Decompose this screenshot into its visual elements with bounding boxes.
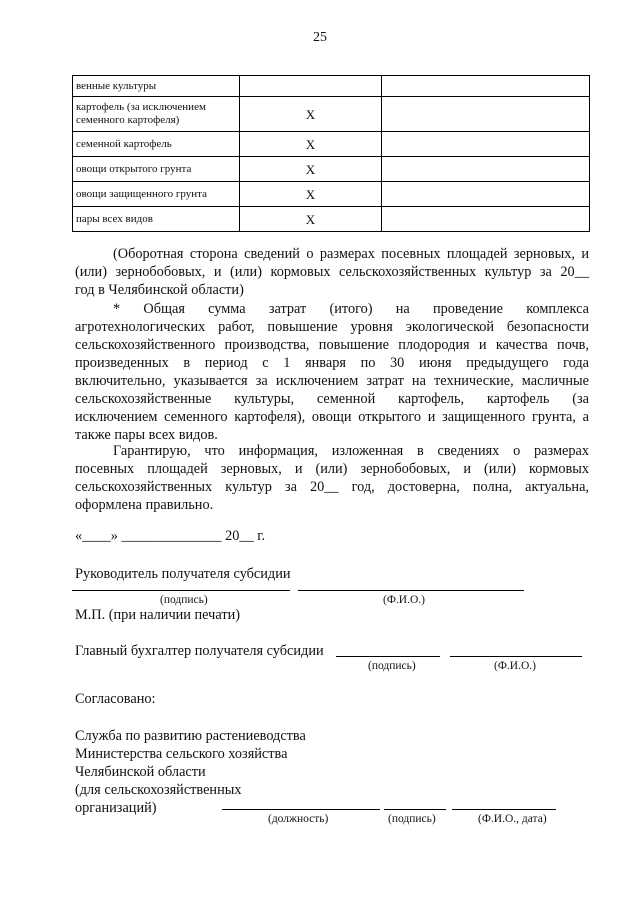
crop-mark: X [240, 97, 382, 132]
crop-value [382, 157, 590, 182]
crop-value [382, 182, 590, 207]
table-row [73, 97, 590, 132]
org-line: организаций) [75, 800, 157, 816]
crop-value [382, 76, 590, 97]
head-signature-caption: (подпись) [160, 594, 208, 606]
head-name-caption: (Ф.И.О.) [383, 594, 425, 606]
table-row [73, 157, 590, 182]
head-title: Руководитель получателя субсидии [75, 566, 291, 582]
agreed-signature-line[interactable] [384, 809, 446, 810]
crop-name: картофель (за исключением семенного картофеля) [73, 97, 240, 132]
accountant-title: Главный бухгалтер получателя субсидии [75, 643, 324, 659]
crop-table [72, 75, 590, 232]
agreed-position-caption: (должность) [268, 813, 329, 825]
seal-note: М.П. (при наличии печати) [75, 607, 240, 623]
agreed-name-date-caption: (Ф.И.О., дата) [478, 813, 547, 825]
table-row [73, 182, 590, 207]
date-line[interactable]: «____» ______________ 20__ г. [75, 528, 266, 544]
org-line: (для сельскохозяйственных [75, 782, 242, 798]
crop-value [382, 97, 590, 132]
crop-name: семенной картофель [73, 132, 240, 157]
footnote: * Общая сумма затрат (итого) на проведение комплекса агротехнологических работ, повышение уровня экологической безопасности сельскохозяйственного производства, повышение плодородия и качества почв, произведенных в период с 1 января по 30 июня предыдущего года включительно, указывается за исключением затрат на технические, масличные сельскохозяйственные культуры, семенной картофель, картофель (за исключением семенного картофеля), овощи открытого и защищенного грунта, а также пары всех видов. [75, 301, 589, 443]
accountant-name-caption: (Ф.И.О.) [494, 660, 536, 672]
agreed-label: Согласовано: [75, 691, 156, 707]
crop-mark: X [240, 207, 382, 232]
crop-mark: X [240, 157, 382, 182]
accountant-name-line[interactable] [450, 656, 582, 657]
crop-name: овощи защищенного грунта [73, 182, 240, 207]
crop-value [382, 132, 590, 157]
org-line: Министерства сельского хозяйства [75, 746, 288, 762]
guarantee-statement: Гарантирую, что информация, изложенная в сведениях о размерах посевных площадей зерновых, и (или) зернобобовых, и (или) кормовых сельскохозяйственных культур за 20__ год, достоверна, полна, актуальна, оформлена правильно. [75, 443, 589, 513]
org-line: Служба по развитию растениеводства [75, 728, 306, 744]
head-name-line[interactable] [298, 590, 524, 591]
crop-mark [240, 76, 382, 97]
agreed-position-line[interactable] [222, 809, 380, 810]
crop-name: венные культуры [73, 76, 240, 97]
crop-value [382, 207, 590, 232]
head-signature-line[interactable] [72, 590, 290, 591]
crop-mark: X [240, 132, 382, 157]
crop-name: овощи открытого грунта [73, 157, 240, 182]
table-row [73, 132, 590, 157]
agreed-name-date-line[interactable] [452, 809, 556, 810]
accountant-signature-line[interactable] [336, 656, 440, 657]
crop-name: пары всех видов [73, 207, 240, 232]
accountant-signature-caption: (подпись) [368, 660, 416, 672]
page-number: 25 [313, 30, 327, 45]
agreed-signature-caption: (подпись) [388, 813, 436, 825]
org-line: Челябинской области [75, 764, 206, 780]
reverse-side-note: (Оборотная сторона сведений о размерах посевных площадей зерновых, и (или) зернобобовых, и (или) кормовых сельскохозяйственных культур за 20__ год в Челябинской области) [75, 246, 589, 298]
table-row [73, 207, 590, 232]
crop-mark: X [240, 182, 382, 207]
table-row [73, 76, 590, 97]
